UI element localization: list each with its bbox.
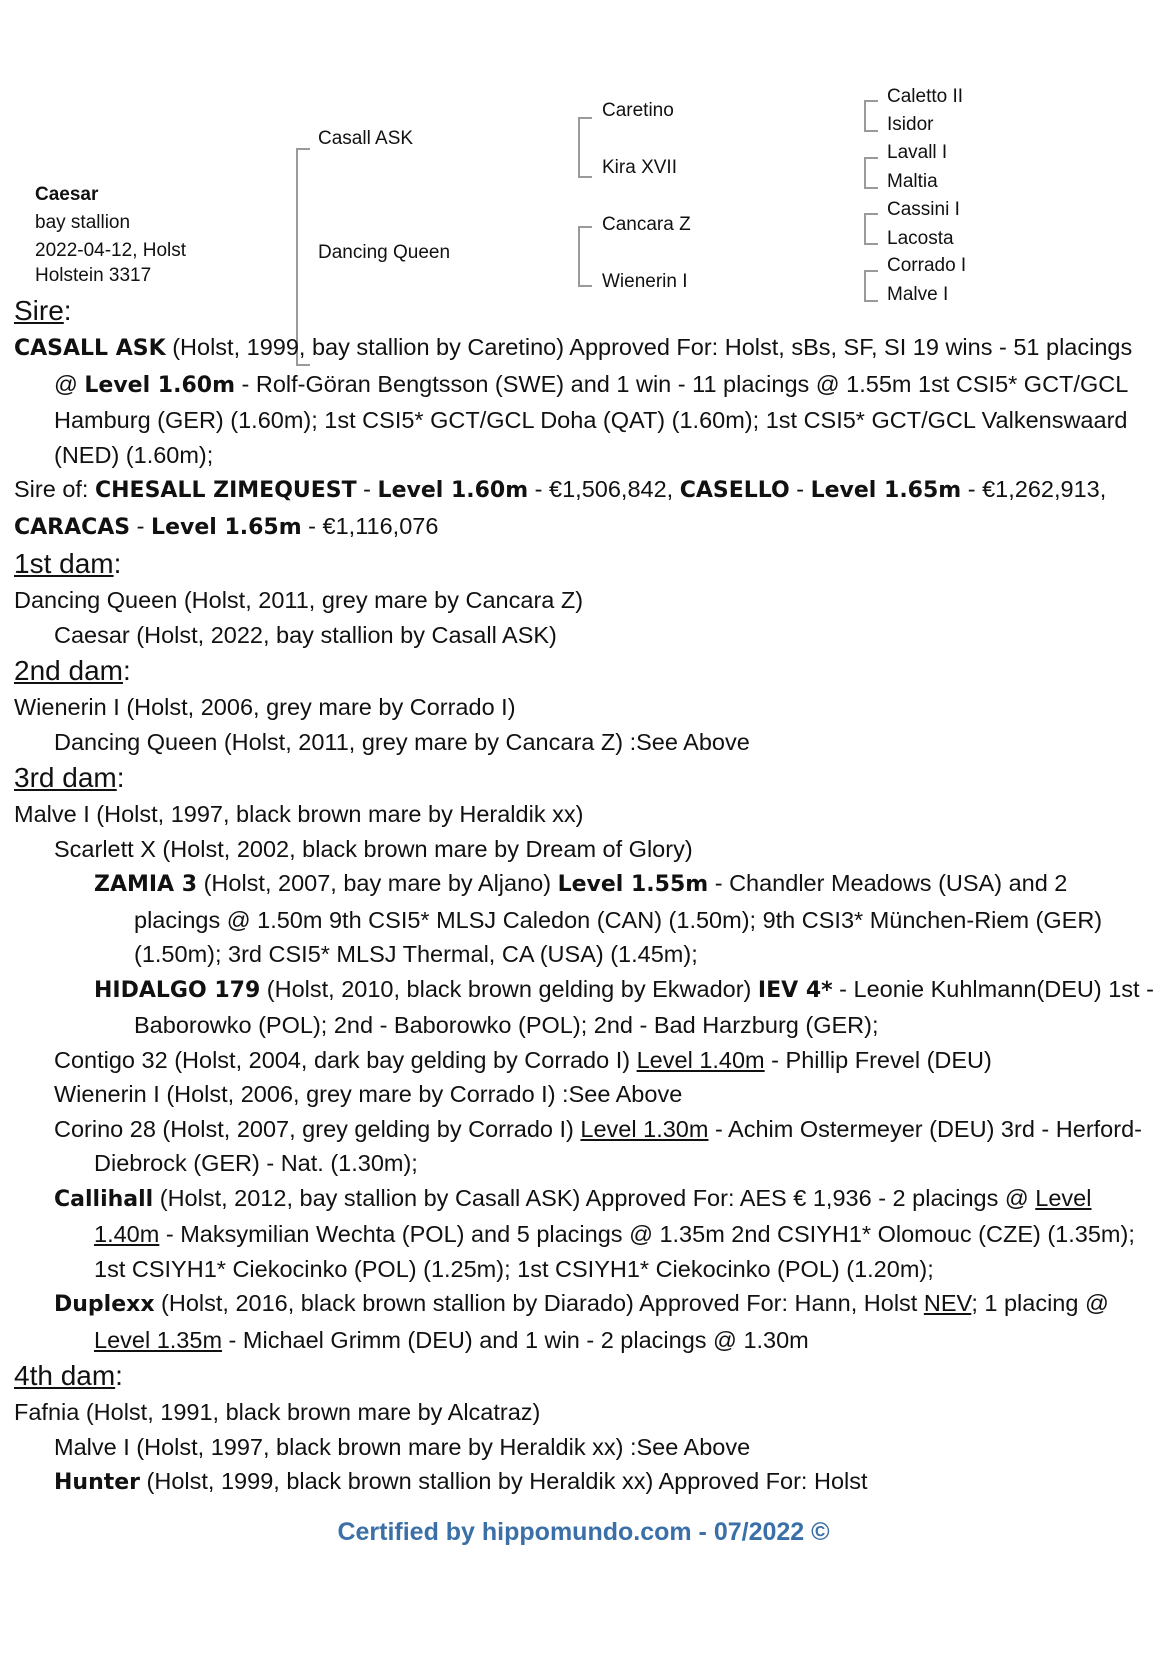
dam3-line: Malve I (Holst, 1997, black brown mare by Heraldik xx) (14, 801, 584, 827)
gen3-6: Lacosta (887, 228, 954, 249)
callihall-entry: Callihall (Holst, 2012, bay stallion by Casall ASK) Approved For: AES € 1,936 - 2 placings @ Level 1.40m - Maksymilian Wechta (POL) and 5 placings @ 1.35m 2nd CSIYH1* Olomouc (CZE) (1.35m); 1st CSIYH1* Ciekocinko (POL) (1.25m); 1st CSIYH1* Ciekocinko (POL) (1.20m); (54, 1184, 1135, 1282)
section-heading-dam4: 4th dam: (14, 1360, 123, 1391)
dam1-line: Dancing Queen (Holst, 2011, grey mare by Cancara Z) (14, 587, 584, 613)
sire-name: Casall ASK (318, 128, 414, 149)
corino-entry: Corino 28 (Holst, 2007, grey gelding by Corrado I) Level 1.30m - Achim Ostermeyer (DEU) 3rd - Herford-Diebrock (GER) - Nat. (1.30m); (54, 1115, 1142, 1176)
subject-name: Caesar (35, 184, 99, 205)
subject-born: 2022-04-12, Holst (35, 240, 187, 261)
certification-footer: Certified by hippomundo.com - 07/2022 © (337, 1518, 830, 1546)
gen3-4: Maltia (887, 171, 938, 192)
gen3-3: Lavall I (887, 142, 948, 163)
sire-entry-name: CASALL ASK (14, 336, 166, 361)
malve-entry: Malve I (Holst, 1997, black brown mare by Heraldik xx) :See Above (54, 1433, 751, 1460)
bracket-gen3-2 (864, 157, 878, 189)
contigo-entry: Contigo 32 (Holst, 2004, dark bay gelding by Corrado I) Level 1.40m - Phillip Frevel (DEU) (54, 1046, 992, 1073)
subject-registry: Holstein 3317 (35, 265, 152, 286)
wienerin-entry: Wienerin I (Holst, 2006, grey mare by Corrado I) :See Above (54, 1081, 683, 1107)
gen3-8: Malve I (887, 284, 949, 305)
dam2-line: Wienerin I (Holst, 2006, grey mare by Corrado I) (14, 694, 516, 720)
bracket-gen3-3 (864, 213, 878, 245)
gen3-1: Caletto II (887, 86, 964, 107)
duplexx-entry: Duplexx (Holst, 2016, black brown stallion by Diarado) Approved For: Hann, Holst NEV; 1 placing @ Level 1.35m - Michael Grimm (DEU) and 1 win - 2 placings @ 1.30m (54, 1290, 1109, 1353)
sire-dam: Kira XVII (602, 157, 677, 178)
hidalgo-entry: HIDALGO 179 (Holst, 2010, black brown gelding by Ekwador) IEV 4* - Leonie Kuhlmann(DEU) 1st - Baborowko (POL); 2nd - Baborowko (POL); 2nd - Bad Harzburg (GER); (94, 975, 1154, 1038)
bracket-gen2-dam (578, 226, 592, 287)
bracket-gen3-1 (864, 100, 878, 132)
bracket-gen2-sire (578, 117, 592, 178)
gen3-5: Cassini I (887, 199, 960, 220)
zamia-entry: ZAMIA 3 (Holst, 2007, bay mare by Aljano) Level 1.55m - Chandler Meadows (USA) and 2 placings @ 1.50m 9th CSI5* MLSJ Caledon (CAN) (1.50m); 9th CSI3* München-Riem (GER) (1.50m); 3rd CSI5* MLSJ Thermal, CA (USA) (1.45m); (94, 870, 1103, 967)
sire-sire: Caretino (602, 100, 674, 121)
gen3-7: Corrado I (887, 255, 967, 276)
pedigree-chart (0, 0, 1167, 330)
section-heading-dam3: 3rd dam: (14, 762, 125, 793)
dam-name: Dancing Queen (318, 242, 451, 263)
section-heading-dam2: 2nd dam: (14, 655, 131, 686)
subject-description: bay stallion (35, 212, 131, 233)
sire-of-line: Sire of: CHESALL ZIMEQUEST - Level 1.60m - €1,506,842, CASELLO - Level 1.65m - €1,262,913, CARACAS - Level 1.65m - €1,116,076 (14, 476, 1107, 540)
hunter-entry: Hunter (Holst, 1999, black brown stallion by Heraldik xx) Approved For: Holst (54, 1468, 868, 1495)
dam2-offspring: Dancing Queen (Holst, 2011, grey mare by Cancara Z) :See Above (54, 728, 750, 755)
scarlett-entry: Scarlett X (Holst, 2002, black brown mare by Dream of Glory) (54, 835, 693, 862)
document-body (14, 292, 1154, 1501)
section-heading-dam1: 1st dam: (14, 548, 122, 579)
dam-dam: Wienerin I (602, 271, 688, 292)
sire-level: Level 1.60m (84, 372, 235, 398)
dam1-offspring: Caesar (Holst, 2022, bay stallion by Casall ASK) (54, 621, 557, 648)
dam4-line: Fafnia (Holst, 1991, black brown mare by Alcatraz) (14, 1399, 541, 1425)
section-heading-sire: Sire: (14, 295, 72, 326)
dam-sire: Cancara Z (602, 214, 691, 235)
sire-entry: CASALL ASK (Holst, 1999, bay stallion by Caretino) Approved For: Holst, sBs, SF, SI 19 wins - 51 placings @ Level 1.60m - Rolf-Göran Bengtsson (SWE) and 1 win - 11 placings @ 1.55m 1st CSI5* GCT/GCL Hamburg (GER) (1.60m); 1st CSI5* GCT/GCL Doha (QAT) (1.60m); 1st CSI5* GCT/GCL Valkenswaard (NED) (1.60m); (14, 334, 1133, 468)
gen3-2: Isidor (887, 114, 934, 135)
